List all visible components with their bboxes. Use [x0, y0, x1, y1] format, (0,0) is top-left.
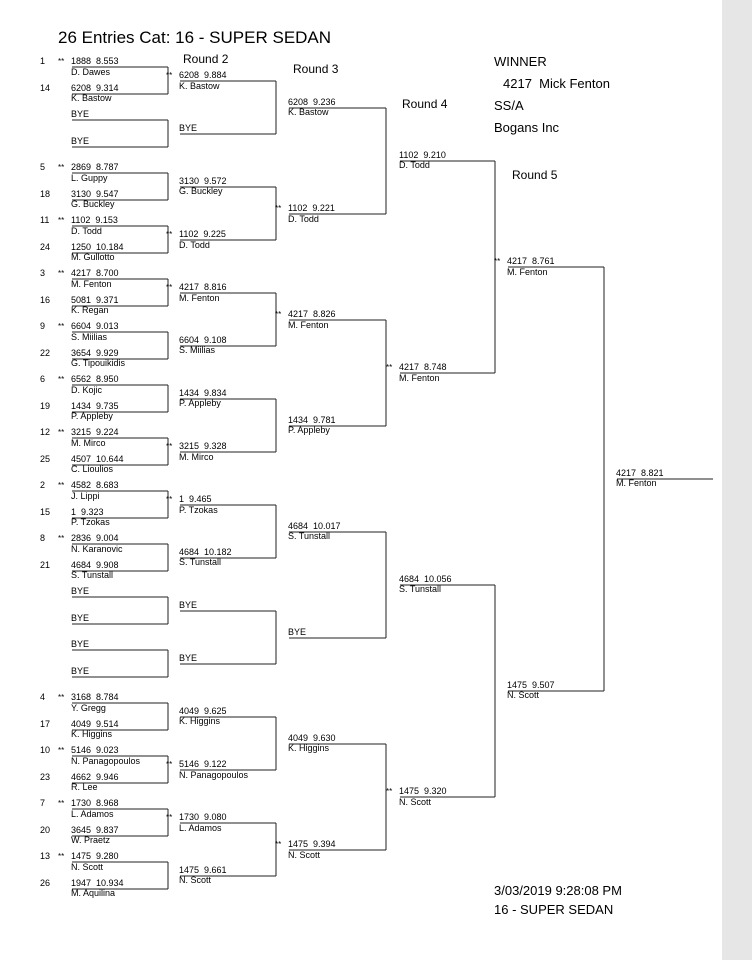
driver-name: D. Todd	[179, 240, 210, 250]
page-title: 26 Entries Cat: 16 - SUPER SEDAN	[58, 28, 332, 47]
car-time: BYE	[71, 666, 90, 676]
driver-name: M. Gullotto	[71, 252, 115, 262]
round3-slot	[275, 521, 341, 541]
round4-slot	[386, 150, 446, 170]
driver-name: K. Bastow	[179, 81, 220, 91]
seed-number: 12	[40, 427, 51, 437]
round1-slot	[58, 83, 119, 103]
seed-number: 23	[40, 772, 51, 782]
round2-slot	[166, 547, 232, 567]
car-time: 4684 10.017	[288, 521, 341, 531]
car-time: BYE	[179, 600, 198, 610]
car-time: 6208 9.884	[179, 70, 227, 80]
driver-name: S. Miilias	[179, 345, 216, 355]
seed-marker: **	[58, 693, 65, 702]
round1-slot	[58, 136, 89, 146]
round1-slot	[58, 109, 89, 119]
round2-slot	[166, 123, 197, 133]
seed-marker: **	[166, 283, 173, 292]
round1-slot	[58, 454, 124, 474]
car-time: 6604 9.108	[179, 335, 227, 345]
round-2-label: Round 2	[183, 52, 229, 66]
driver-name: P. Tzokas	[71, 517, 110, 527]
round1-slot	[58, 692, 119, 713]
car-time: 4662 9.946	[71, 772, 119, 782]
seed-number: 26	[40, 878, 51, 888]
seed-number: 17	[40, 719, 51, 729]
car-time: 6604 9.013	[71, 321, 119, 331]
driver-name: P. Tzokas	[179, 505, 218, 515]
round1-slot	[58, 639, 89, 649]
round1-slot	[58, 798, 119, 819]
car-time: 4684 10.056	[399, 574, 452, 584]
round2-slot	[166, 441, 227, 462]
driver-name: K. Bastow	[71, 93, 112, 103]
driver-name: G. Buckley	[179, 186, 223, 196]
round1-slot	[58, 586, 89, 596]
seed-number: 16	[40, 295, 51, 305]
seed-number: 22	[40, 348, 51, 358]
round2-slot	[166, 176, 227, 196]
car-time: 3645 9.837	[71, 825, 119, 835]
seed-marker: **	[275, 310, 282, 319]
seed-number: 5	[40, 162, 46, 172]
seed-marker: **	[58, 216, 65, 225]
seed-number: 1	[40, 56, 46, 66]
car-time: 1947 10.934	[71, 878, 124, 888]
driver-name: K. Higgins	[71, 729, 113, 739]
round3-slot	[275, 309, 336, 330]
car-time: 1250 10.184	[71, 242, 124, 252]
seed-marker: **	[58, 746, 65, 755]
round-4-label: Round 4	[402, 97, 448, 111]
driver-name: G. Buckley	[71, 199, 115, 209]
car-time: 1475 9.661	[179, 865, 227, 875]
round1-slot	[58, 772, 119, 792]
car-time: 1102 9.153	[71, 215, 118, 225]
seed-number: 2	[40, 480, 46, 490]
round5-slot	[494, 680, 555, 700]
seed-number: 7	[40, 798, 46, 808]
seed-marker: **	[58, 534, 65, 543]
round1-slot	[58, 374, 119, 395]
round1-slot	[58, 666, 89, 676]
driver-name: M. Aquilina	[71, 888, 116, 898]
seed-number: 14	[40, 83, 51, 93]
car-time: 1475 9.507	[507, 680, 555, 690]
footer-datetime: 3/03/2019 9:28:08 PM	[494, 883, 622, 898]
car-time: 1102 9.210	[399, 150, 446, 160]
driver-name: C. Lioulios	[71, 464, 114, 474]
car-time: 5146 9.023	[71, 745, 119, 755]
driver-name: L. Guppy	[71, 173, 108, 183]
round-3-label: Round 3	[293, 62, 339, 76]
car-time: 3130 9.572	[179, 176, 227, 186]
car-time: 1 9.465	[179, 494, 212, 504]
round1-slot	[58, 745, 140, 766]
car-time: 4507 10.644	[71, 454, 124, 464]
round2-slot	[166, 812, 227, 833]
driver-name: N. Scott	[399, 797, 432, 807]
car-time: 4049 9.625	[179, 706, 227, 716]
car-time: 1888 8.553	[71, 56, 119, 66]
round2-slot	[166, 335, 227, 355]
driver-name: P. Appleby	[71, 411, 113, 421]
driver-name: S. Tunstall	[288, 531, 331, 541]
car-time: 3130 9.547	[71, 189, 119, 199]
car-time: 1730 9.080	[179, 812, 227, 822]
round1-slot	[58, 189, 119, 209]
round3-slot	[275, 203, 335, 224]
seed-marker: **	[58, 163, 65, 172]
round1-slot	[58, 719, 119, 739]
driver-name: N. Scott	[71, 862, 104, 872]
seed-marker: **	[58, 799, 65, 808]
driver-name: N. Panagopoulos	[179, 770, 249, 780]
car-time: 4217 8.821	[616, 468, 664, 478]
car-time: 1434 9.735	[71, 401, 119, 411]
round3-slot	[275, 97, 336, 117]
seed-marker: **	[58, 322, 65, 331]
driver-name: N. Scott	[507, 690, 540, 700]
seed-marker: **	[494, 257, 501, 266]
seed-number: 4	[40, 692, 46, 702]
round3-slot	[275, 627, 306, 637]
car-time: 2869 8.787	[71, 162, 119, 172]
car-time: 4217 8.700	[71, 268, 119, 278]
driver-name: N. Scott	[179, 875, 212, 885]
round2-slot	[166, 70, 227, 91]
driver-name: S. Miilias	[71, 332, 108, 342]
driver-name: D. Dawes	[71, 67, 111, 77]
driver-name: W. Praetz	[71, 835, 111, 845]
driver-name: Y. Gregg	[71, 703, 106, 713]
car-time: BYE	[71, 586, 90, 596]
car-time: 1475 9.280	[71, 851, 119, 861]
round3-slot	[275, 839, 336, 860]
driver-name: N. Scott	[288, 850, 321, 860]
round1-slot	[58, 427, 119, 448]
car-time: 5081 9.371	[71, 295, 119, 305]
seed-number: 9	[40, 321, 46, 331]
driver-name: L. Adamos	[179, 823, 222, 833]
car-time: 1102 9.221	[288, 203, 335, 213]
round1-slot	[58, 613, 89, 623]
seed-marker: **	[58, 375, 65, 384]
driver-name: N. Panagopoulos	[71, 756, 141, 766]
seed-number: 20	[40, 825, 51, 835]
driver-name: M. Fenton	[71, 279, 112, 289]
round3-slot	[275, 733, 336, 753]
seed-marker: **	[58, 481, 65, 490]
round4-slot	[386, 786, 447, 807]
car-time: 4217 8.816	[179, 282, 227, 292]
car-time: 6208 9.236	[288, 97, 336, 107]
driver-name: K. Higgins	[288, 743, 330, 753]
round1-slot	[58, 480, 119, 501]
round2-slot	[166, 600, 197, 610]
driver-name: M. Fenton	[399, 373, 440, 383]
car-time: 1 9.323	[71, 507, 104, 517]
car-time: 4684 9.908	[71, 560, 119, 570]
driver-name: K. Higgins	[179, 716, 221, 726]
driver-name: L. Adamos	[71, 809, 114, 819]
round1-slot	[58, 401, 119, 421]
seed-marker: **	[275, 204, 282, 213]
round2-slot	[166, 494, 218, 515]
car-time: 1730 8.968	[71, 798, 119, 808]
driver-name: P. Appleby	[288, 425, 330, 435]
driver-name: P. Appleby	[179, 398, 221, 408]
driver-name: M. Fenton	[616, 478, 657, 488]
round1-slot	[58, 56, 119, 77]
car-time: BYE	[71, 136, 90, 146]
car-time: BYE	[71, 109, 90, 119]
car-time: 4582 8.683	[71, 480, 119, 490]
driver-name: D. Todd	[71, 226, 102, 236]
seed-number: 25	[40, 454, 51, 464]
car-time: 4049 9.514	[71, 719, 119, 729]
round5-slot	[494, 256, 555, 277]
round1-slot	[58, 560, 119, 580]
car-time: 4684 10.182	[179, 547, 232, 557]
driver-name: S. Tunstall	[179, 557, 222, 567]
round1-slot	[58, 348, 125, 368]
car-time: 1102 9.225	[179, 229, 226, 239]
car-time: 3215 9.224	[71, 427, 119, 437]
round1-slot	[58, 533, 123, 554]
driver-name: M. Fenton	[507, 267, 548, 277]
round-5-label: Round 5	[512, 168, 558, 182]
seed-marker: **	[58, 428, 65, 437]
round2-slot	[166, 759, 248, 780]
winner-label: WINNER	[494, 54, 547, 69]
seed-marker: **	[166, 71, 173, 80]
driver-name: D. Kojic	[71, 385, 103, 395]
car-time: 1475 9.394	[288, 839, 336, 849]
car-time: 3168 8.784	[71, 692, 119, 702]
car-time: 2836 9.004	[71, 533, 119, 543]
page-edge	[722, 0, 752, 960]
seed-marker: **	[58, 57, 65, 66]
round2-slot	[166, 388, 227, 408]
car-time: 4217 8.748	[399, 362, 447, 372]
round1-slot	[58, 321, 119, 342]
driver-name: N. Karanovic	[71, 544, 123, 554]
winner-team: Bogans Inc	[494, 120, 560, 135]
car-time: BYE	[179, 653, 198, 663]
seed-marker: **	[58, 269, 65, 278]
winner-name: 4217 Mick Fenton	[503, 76, 610, 91]
round2-slot	[166, 229, 226, 250]
seed-number: 15	[40, 507, 51, 517]
driver-name: K. Regan	[71, 305, 109, 315]
driver-name: M. Mirco	[71, 438, 106, 448]
car-time: BYE	[179, 123, 198, 133]
round1-slot	[58, 242, 124, 262]
round1-slot	[58, 268, 119, 289]
seed-number: 6	[40, 374, 46, 384]
seed-number: 21	[40, 560, 51, 570]
driver-name: G. Tipouikidis	[71, 358, 126, 368]
seed-marker: **	[386, 787, 393, 796]
round1-slot	[58, 295, 119, 315]
car-time: 4217 8.826	[288, 309, 336, 319]
winner-class: SS/A	[494, 98, 524, 113]
round2-slot	[166, 706, 227, 726]
car-time: 3654 9.929	[71, 348, 119, 358]
car-time: 1434 9.834	[179, 388, 227, 398]
driver-name: M. Fenton	[288, 320, 329, 330]
round1-slot	[58, 507, 110, 527]
driver-name: M. Mirco	[179, 452, 214, 462]
seed-number: 8	[40, 533, 46, 543]
round4-slot	[386, 574, 452, 594]
driver-name: R. Lee	[71, 782, 98, 792]
seed-marker: **	[386, 363, 393, 372]
seed-number: 13	[40, 851, 51, 861]
seed-marker: **	[166, 760, 173, 769]
car-time: 5146 9.122	[179, 759, 227, 769]
driver-name: D. Todd	[399, 160, 430, 170]
driver-name: D. Todd	[288, 214, 319, 224]
car-time: BYE	[71, 639, 90, 649]
seed-marker: **	[58, 852, 65, 861]
car-time: BYE	[288, 627, 307, 637]
seed-number: 10	[40, 745, 51, 755]
round1-slot	[58, 851, 119, 872]
car-time: 6208 9.314	[71, 83, 119, 93]
driver-name: K. Bastow	[288, 107, 329, 117]
round2-slot	[166, 865, 227, 885]
driver-name: M. Fenton	[179, 293, 220, 303]
seed-marker: **	[166, 813, 173, 822]
footer-category: 16 - SUPER SEDAN	[494, 902, 614, 917]
seed-number: 19	[40, 401, 51, 411]
car-time: 1434 9.781	[288, 415, 336, 425]
car-time: 1475 9.320	[399, 786, 447, 796]
round1-slot	[58, 825, 119, 845]
car-time: 3215 9.328	[179, 441, 227, 451]
round1-slot	[58, 878, 124, 898]
driver-name: J. Lippi	[71, 491, 100, 501]
seed-number: 18	[40, 189, 51, 199]
car-time: 4049 9.630	[288, 733, 336, 743]
round3-slot	[275, 415, 336, 435]
seed-marker: **	[275, 840, 282, 849]
car-time: 6562 8.950	[71, 374, 119, 384]
car-time: 4217 8.761	[507, 256, 555, 266]
round1-slot	[58, 215, 118, 236]
seed-number: 24	[40, 242, 51, 252]
round1-slot	[58, 162, 119, 183]
driver-name: S. Tunstall	[399, 584, 442, 594]
seed-marker: **	[166, 495, 173, 504]
car-time: BYE	[71, 613, 90, 623]
seed-marker: **	[166, 230, 173, 239]
seed-marker: **	[166, 442, 173, 451]
round2-slot	[166, 282, 227, 303]
final-slot	[603, 468, 664, 488]
driver-name: S. Tunstall	[71, 570, 114, 580]
round2-slot	[166, 653, 197, 663]
seed-number: 3	[40, 268, 46, 278]
round4-slot	[386, 362, 447, 383]
seed-number: 11	[40, 215, 50, 225]
